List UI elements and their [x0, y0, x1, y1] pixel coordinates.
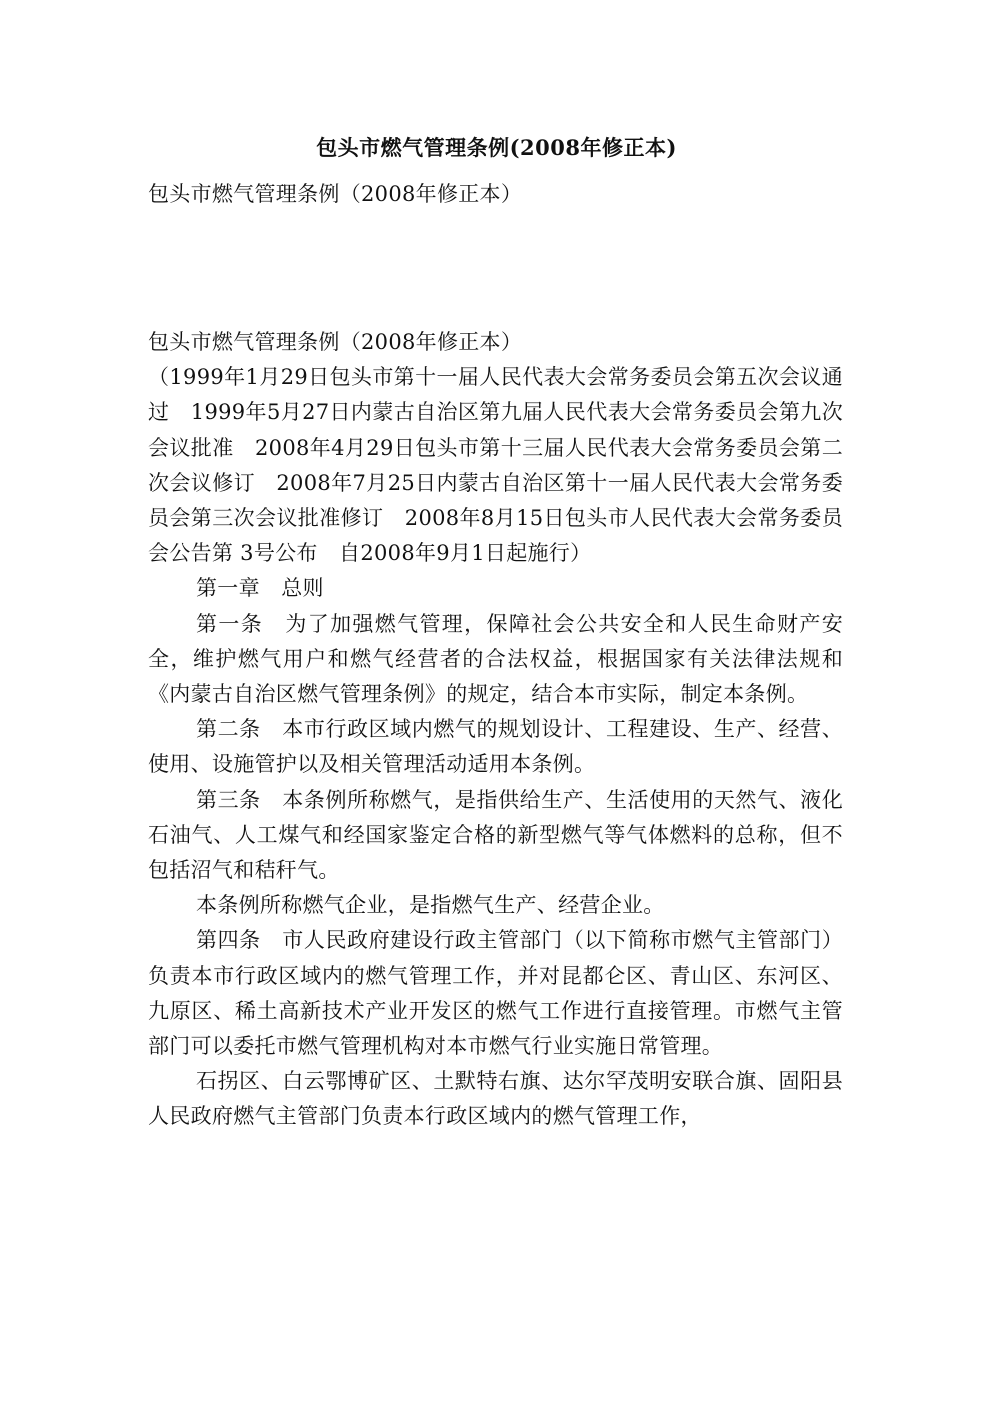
article-paragraph: 第一条 为了加强燃气管理，保障社会公共安全和人民生命财产安全，维护燃气用户和燃气经营者的合法权益，根据国家有关法律法规和《内蒙古自治区燃气管理条例》的规定，结合本市实际，制定本条例。 [148, 611, 843, 707]
document-subtitle: 包头市燃气管理条例（2008年修正本） [148, 182, 523, 206]
article-paragraph: 本条例所称燃气企业，是指燃气生产、经营企业。 [196, 893, 665, 918]
article-paragraph: 石拐区、白云鄂博矿区、土默特右旗、达尔罕茂明安联合旗、固阳县人民政府燃气主管部门负责本行政区域内的燃气管理工作， [148, 1069, 843, 1129]
enactment-note: （1999年1月29日包头市第十一届人民代表大会常务委员会第五次会议通过 1999年5月27日内蒙古自治区第九届人民代表大会常务委员会第九次会议批准 2008年4月29日包头市第十三届人民代表大会常务委员会第二次会议修订 2008年7月25日内蒙古自治区第十一届人民代表大会常务委员会第三次会议批准修订 2008年8月15日包头市人民代表大会常务委员会公告第 3号公布 自2008年9月1日起施行） [148, 365, 843, 566]
article-paragraph: 第二条 本市行政区域内燃气的规划设计、工程建设、生产、经营、使用、设施管护以及相关管理活动适用本条例。 [148, 717, 843, 777]
article-paragraph: 第四条 市人民政府建设行政主管部门（以下简称市燃气主管部门）负责本市行政区域内的燃气管理工作，并对昆都仑区、青山区、东河区、九原区、稀土高新技术产业开发区的燃气工作进行直接管理。市燃气主管部门可以委托市燃气管理机构对本市燃气行业实施日常管理。 [148, 928, 843, 1059]
article-paragraph: 第三条 本条例所称燃气，是指供给生产、生活使用的天然气、液化石油气、人工煤气和经国家鉴定合格的新型燃气等气体燃料的总称，但不包括沼气和秸秆气。 [148, 787, 843, 883]
document-body [148, 325, 843, 1135]
chapter-heading: 第一章 总则 [196, 576, 324, 601]
document-title: 包头市燃气管理条例(2008年修正本) [316, 135, 677, 160]
heading-repeat: 包头市燃气管理条例（2008年修正本） [148, 330, 523, 354]
